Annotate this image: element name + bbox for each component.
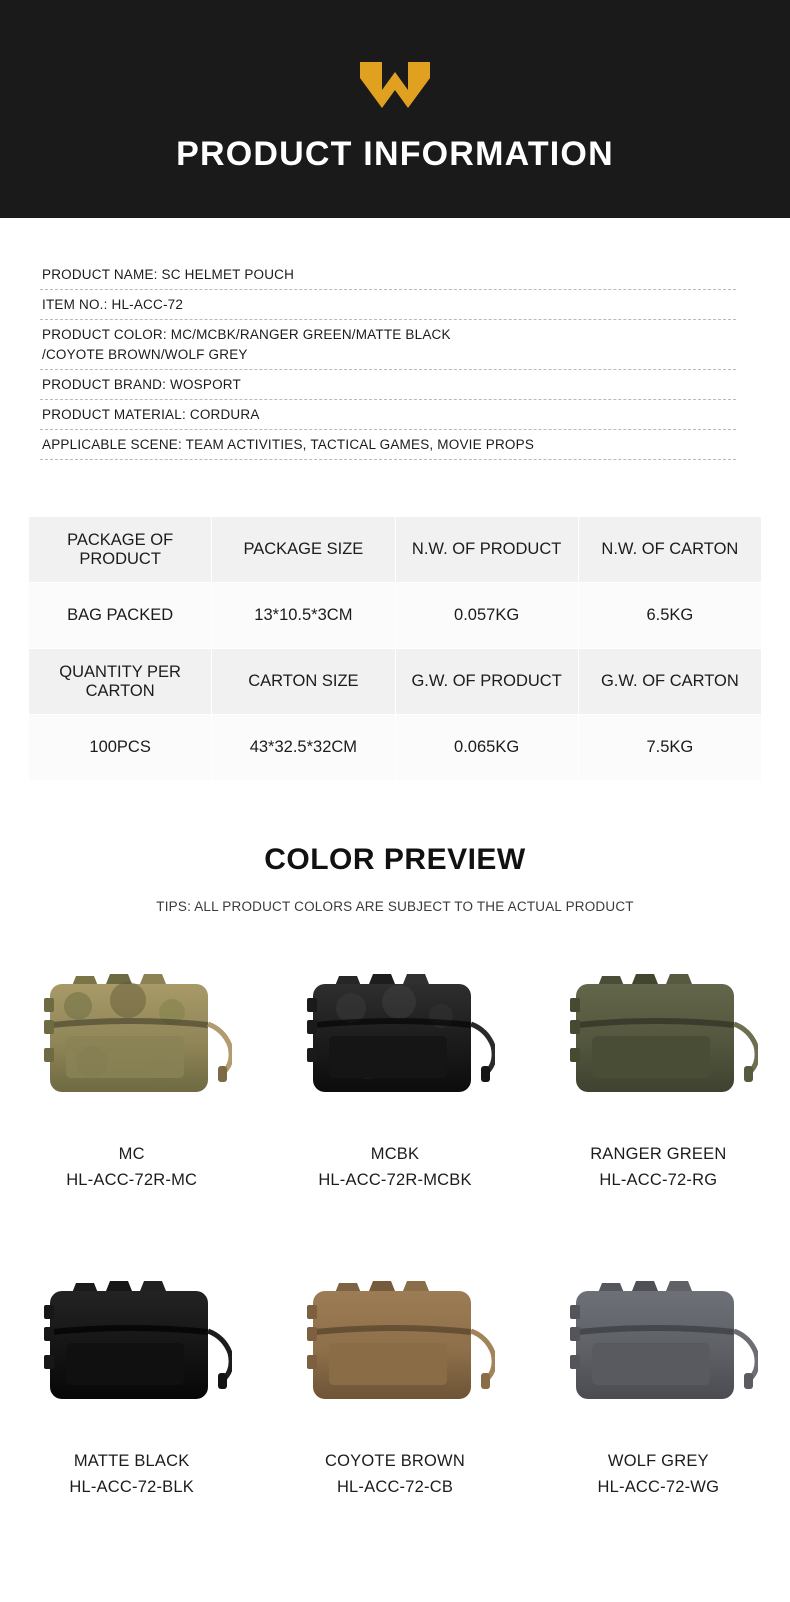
spec-row: PRODUCT NAME: SC HELMET POUCH [40,260,736,290]
color-variant-card[interactable] [527,944,790,1193]
table-cell: QUANTITY PER CARTON [29,649,212,715]
color-preview-title: COLOR PREVIEW [264,843,526,876]
package-table [28,516,762,781]
spec-row: /COYOTE BROWN/WOLF GREY [40,344,736,370]
pouch-image [543,944,773,1129]
table-cell: G.W. OF CARTON [578,649,761,715]
table-row [29,649,762,715]
spec-row: PRODUCT COLOR: MC/MCBK/RANGER GREEN/MATTE BLACK [42,327,451,342]
color-name: MCBK [370,1145,420,1163]
table-cell: N.W. OF CARTON [578,517,761,583]
page-title: PRODUCT INFORMATION [176,134,614,173]
spec-row: PRODUCT BRAND: WOSPORT [40,370,736,400]
color-variant-card[interactable] [0,1251,263,1500]
color-code: HL-ACC-72-WG [597,1478,720,1496]
table-row [29,517,762,583]
table-cell: 6.5KG [578,583,761,649]
color-code: HL-ACC-72-RG [599,1171,718,1189]
color-variant-card[interactable] [263,944,526,1193]
pouch-illustration-coyote-brown [295,1269,495,1419]
table-cell: 43*32.5*32CM [212,715,395,781]
table-cell: N.W. OF PRODUCT [395,517,578,583]
product-spec-list [40,260,736,460]
wosport-w-logo-icon [335,55,455,117]
pouch-illustration-mcbk [295,962,495,1112]
color-name: MC [118,1145,145,1163]
table-cell: PACKAGE SIZE [212,517,395,583]
pouch-illustration-wolf-grey [558,1269,758,1419]
pouch-image [280,1251,510,1436]
table-cell: 7.5KG [578,715,761,781]
pouch-image [17,1251,247,1436]
color-code: HL-ACC-72R-MC [66,1171,198,1189]
table-cell: PACKAGE OF PRODUCT [29,517,212,583]
pouch-image [543,1251,773,1436]
spec-row: PRODUCT MATERIAL: CORDURA [40,400,736,430]
spec-row: APPLICABLE SCENE: TEAM ACTIVITIES, TACTICAL GAMES, MOVIE PROPS [40,430,736,460]
table-row [29,715,762,781]
color-name: MATTE BLACK [73,1452,190,1470]
spec-row: ITEM NO.: HL-ACC-72 [40,290,736,320]
pouch-image [280,944,510,1129]
pouch-image [17,944,247,1129]
table-cell: 100PCS [29,715,212,781]
table-cell: G.W. OF PRODUCT [395,649,578,715]
pouch-illustration-matte-black [32,1269,232,1419]
table-row [29,583,762,649]
color-name: COYOTE BROWN [325,1452,465,1470]
table-cell: 0.065KG [395,715,578,781]
color-variant-card[interactable] [527,1251,790,1500]
pouch-illustration-ranger-green [558,962,758,1112]
color-name: WOLF GREY [607,1452,709,1470]
page-header [0,0,790,218]
table-cell: 0.057KG [395,583,578,649]
color-preview-grid [0,944,790,1500]
color-name: RANGER GREEN [590,1145,727,1163]
table-cell: 13*10.5*3CM [212,583,395,649]
color-code: HL-ACC-72R-MCBK [318,1171,472,1189]
color-code: HL-ACC-72-CB [336,1478,454,1496]
color-preview-tips: TIPS: ALL PRODUCT COLORS ARE SUBJECT TO THE ACTUAL PRODUCT [156,899,634,914]
color-variant-card[interactable] [263,1251,526,1500]
pouch-illustration-mc [32,962,232,1112]
table-cell: CARTON SIZE [212,649,395,715]
color-variant-card[interactable] [0,944,263,1193]
color-code: HL-ACC-72-BLK [69,1478,194,1496]
table-cell: BAG PACKED [29,583,212,649]
